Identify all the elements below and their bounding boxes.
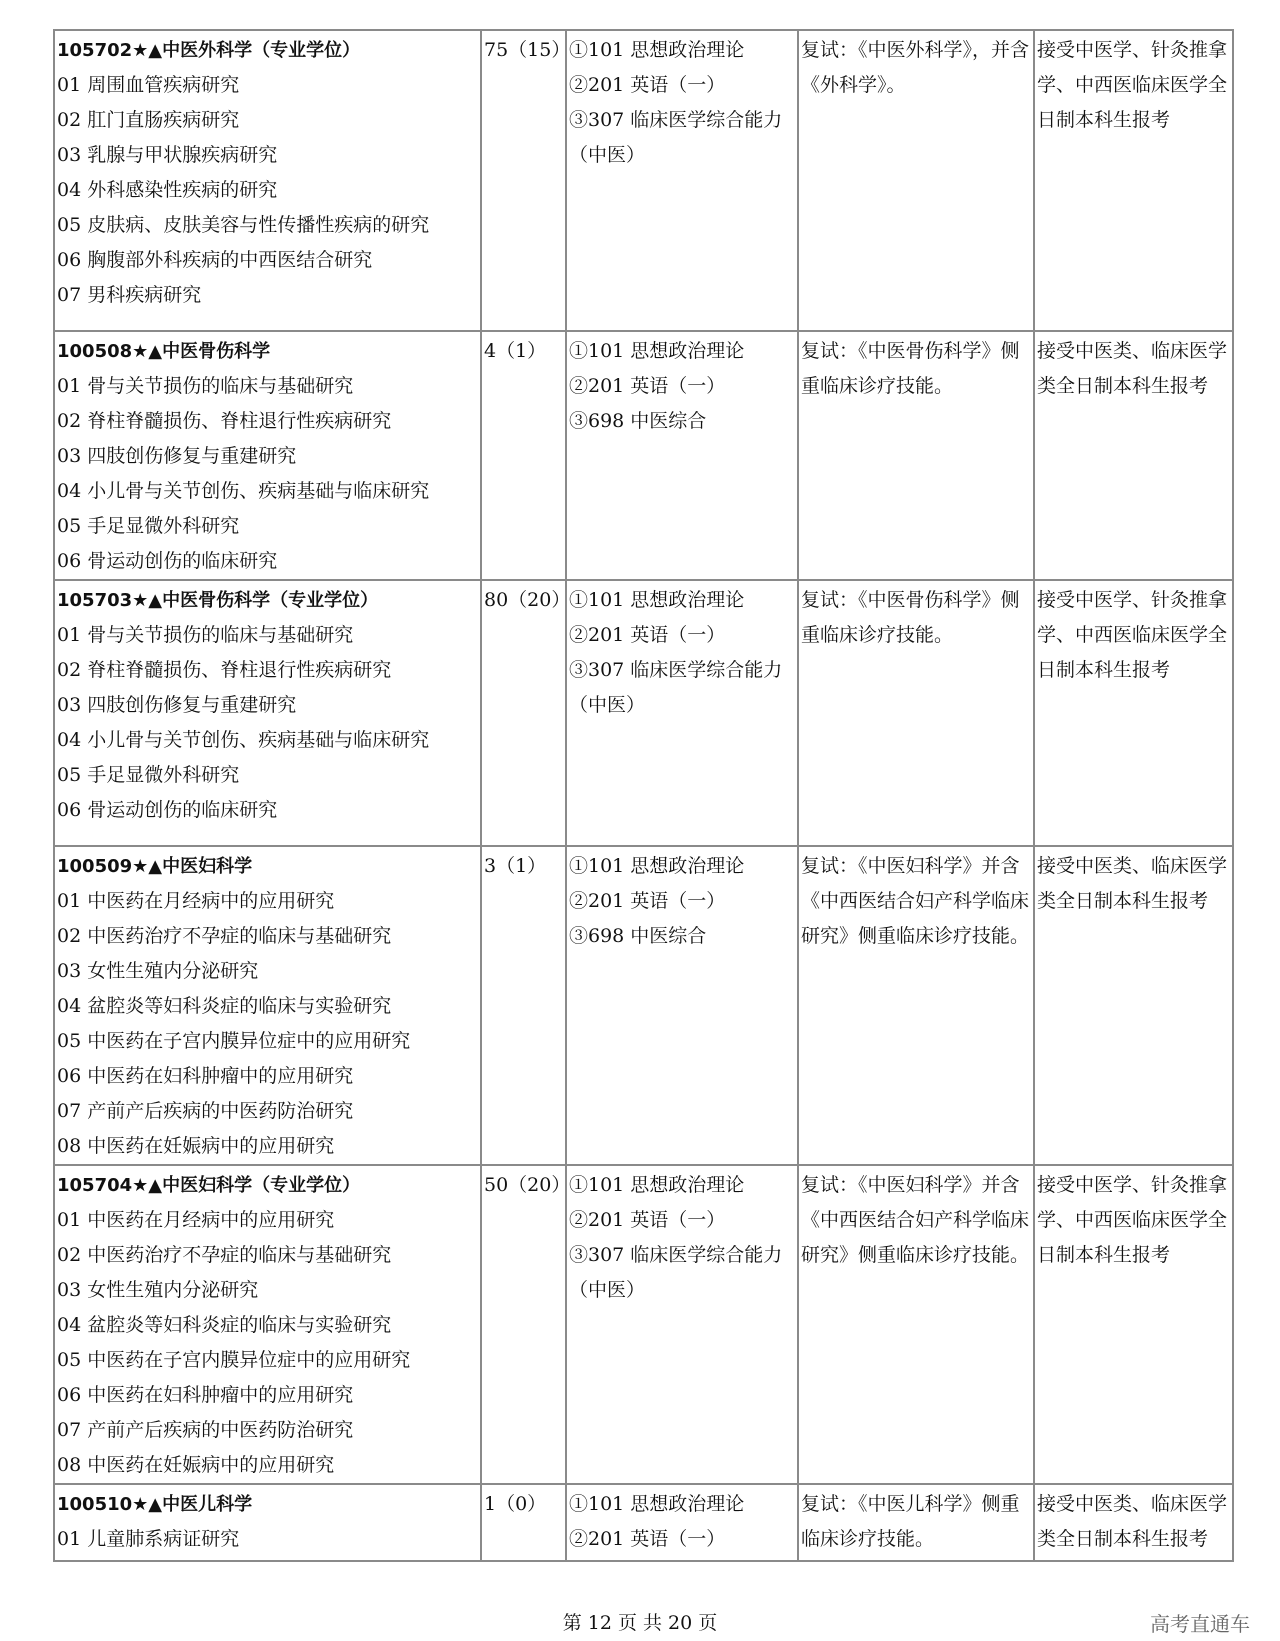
requirement-cell [1034, 30, 1233, 331]
major-title: 100509★▲中医妇科学 [57, 856, 253, 877]
enrollment-count: 75（15） [484, 39, 571, 61]
exam-subject: ①101 思想政治理论 [569, 1493, 745, 1515]
table-row [54, 1165, 1233, 1484]
retest-cell [798, 580, 1034, 846]
research-direction: 01 骨与关节损伤的临床与基础研究 [57, 375, 354, 397]
research-direction: 02 肛门直肠疾病研究 [57, 109, 240, 131]
exam-subject: ②201 英语（一） [569, 375, 726, 397]
exam-cell [566, 331, 798, 580]
requirement-cell [1034, 846, 1233, 1165]
table-row [54, 580, 1233, 846]
major-title: 105702★▲中医外科学（专业学位） [57, 40, 361, 61]
requirement-text: 接受中医类、临床医学类全日制本科生报考 [1037, 855, 1228, 912]
research-direction: 03 乳腺与甲状腺疾病研究 [57, 144, 278, 166]
requirement-text: 接受中医学、针灸推拿学、中西医临床医学全日制本科生报考 [1037, 39, 1228, 131]
requirement-cell [1034, 1165, 1233, 1484]
exam-subject: ①101 思想政治理论 [569, 39, 745, 61]
research-direction: 05 手足显微外科研究 [57, 515, 240, 537]
exam-subject: ③307 临床医学综合能力（中医） [569, 659, 783, 716]
enrollment-cell [481, 1484, 566, 1561]
requirement-cell [1034, 1484, 1233, 1561]
page-footer: 第 12 页 共 20 页 [562, 1612, 718, 1634]
research-direction: 05 手足显微外科研究 [57, 764, 240, 786]
major-title: 100508★▲中医骨伤科学 [57, 341, 271, 362]
enrollment-count: 80（20） [484, 589, 571, 611]
table-row [54, 846, 1233, 1165]
table-row [54, 30, 1233, 331]
research-direction: 04 盆腔炎等妇科炎症的临床与实验研究 [57, 995, 392, 1017]
major-title: 100510★▲中医儿科学 [57, 1494, 253, 1515]
enrollment-cell [481, 580, 571, 846]
research-direction: 03 四肢创伤修复与重建研究 [57, 694, 297, 716]
retest-cell [798, 30, 1034, 331]
research-direction: 07 产前产后疾病的中医药防治研究 [57, 1419, 354, 1441]
admissions-table [53, 29, 1234, 1562]
table-row [54, 331, 1233, 580]
exam-subject: ①101 思想政治理论 [569, 855, 745, 877]
enrollment-count: 3（1） [484, 855, 547, 877]
research-direction: 01 中医药在月经病中的应用研究 [57, 890, 335, 912]
research-direction: 02 中医药治疗不孕症的临床与基础研究 [57, 1244, 392, 1266]
exam-cell [566, 846, 798, 1165]
research-direction: 07 男科疾病研究 [57, 284, 202, 306]
requirement-cell [1034, 331, 1233, 580]
exam-cell [566, 1165, 798, 1484]
retest-cell [798, 331, 1034, 580]
retest-cell [798, 1165, 1034, 1484]
research-direction: 06 骨运动创伤的临床研究 [57, 799, 278, 821]
watermark-text: 高考直通车 [1150, 1612, 1250, 1636]
exam-subject: ①101 思想政治理论 [569, 1174, 745, 1196]
retest-text: 复试：《中医外科学》，并含《外科学》。 [801, 39, 1030, 96]
major-cell [54, 580, 481, 846]
enrollment-count: 1（0） [484, 1493, 547, 1515]
enrollment-cell [481, 1165, 571, 1484]
exam-subject: ③307 临床医学综合能力（中医） [569, 1244, 783, 1301]
major-title: 105704★▲中医妇科学（专业学位） [57, 1175, 361, 1196]
research-direction: 04 盆腔炎等妇科炎症的临床与实验研究 [57, 1314, 392, 1336]
exam-cell [566, 1484, 798, 1561]
research-direction: 02 中医药治疗不孕症的临床与基础研究 [57, 925, 392, 947]
table-row [54, 1484, 1233, 1561]
research-direction: 01 骨与关节损伤的临床与基础研究 [57, 624, 354, 646]
research-direction: 08 中医药在妊娠病中的应用研究 [57, 1135, 335, 1157]
exam-subject: ③307 临床医学综合能力（中医） [569, 109, 783, 166]
research-direction: 01 周围血管疾病研究 [57, 74, 240, 96]
research-direction: 03 四肢创伤修复与重建研究 [57, 445, 297, 467]
research-direction: 05 中医药在子宫内膜异位症中的应用研究 [57, 1030, 411, 1052]
major-cell [54, 1484, 481, 1561]
exam-subject: ②201 英语（一） [569, 74, 726, 96]
requirement-text: 接受中医学、针灸推拿学、中西医临床医学全日制本科生报考 [1037, 589, 1228, 681]
research-direction: 07 产前产后疾病的中医药防治研究 [57, 1100, 354, 1122]
enrollment-cell [481, 30, 571, 331]
retest-text: 复试：《中医妇科学》并含《中西医结合妇产科学临床研究》侧重临床诊疗技能。 [801, 1174, 1030, 1266]
retest-cell [798, 1484, 1034, 1561]
retest-text: 复试：《中医骨伤科学》侧重临床诊疗技能。 [801, 340, 1020, 397]
requirement-text: 接受中医学、针灸推拿学、中西医临床医学全日制本科生报考 [1037, 1174, 1228, 1266]
research-direction: 01 中医药在月经病中的应用研究 [57, 1209, 335, 1231]
major-cell [54, 30, 481, 331]
enrollment-cell [481, 846, 566, 1165]
exam-subject: ①101 思想政治理论 [569, 589, 745, 611]
requirement-text: 接受中医类、临床医学类全日制本科生报考 [1037, 340, 1228, 397]
exam-cell [566, 580, 798, 846]
research-direction: 04 小儿骨与关节创伤、疾病基础与临床研究 [57, 480, 430, 502]
exam-subject: ③698 中医综合 [569, 925, 707, 947]
research-direction: 03 女性生殖内分泌研究 [57, 960, 259, 982]
research-direction: 04 外科感染性疾病的研究 [57, 179, 278, 201]
exam-subject: ①101 思想政治理论 [569, 340, 745, 362]
exam-subject: ②201 英语（一） [569, 1528, 726, 1550]
exam-cell [566, 30, 798, 331]
enrollment-count: 50（20） [484, 1174, 571, 1196]
major-cell [54, 846, 481, 1165]
research-direction: 05 皮肤病、皮肤美容与性传播性疾病的研究 [57, 214, 430, 236]
enrollment-cell [481, 331, 566, 580]
enrollment-count: 4（1） [484, 340, 547, 362]
research-direction: 06 中医药在妇科肿瘤中的应用研究 [57, 1065, 354, 1087]
research-direction: 02 脊柱脊髓损伤、脊柱退行性疾病研究 [57, 659, 392, 681]
retest-cell [798, 846, 1034, 1165]
requirement-cell [1034, 580, 1233, 846]
retest-text: 复试：《中医儿科学》侧重临床诊疗技能。 [801, 1493, 1020, 1550]
research-direction: 01 儿童肺系病证研究 [57, 1528, 240, 1550]
research-direction: 04 小儿骨与关节创伤、疾病基础与临床研究 [57, 729, 430, 751]
research-direction: 08 中医药在妊娠病中的应用研究 [57, 1454, 335, 1476]
exam-subject: ②201 英语（一） [569, 1209, 726, 1231]
exam-subject: ②201 英语（一） [569, 624, 726, 646]
research-direction: 06 胸腹部外科疾病的中西医结合研究 [57, 249, 373, 271]
research-direction: 06 骨运动创伤的临床研究 [57, 550, 278, 572]
exam-subject: ②201 英语（一） [569, 890, 726, 912]
exam-subject: ③698 中医综合 [569, 410, 707, 432]
research-direction: 03 女性生殖内分泌研究 [57, 1279, 259, 1301]
major-cell [54, 1165, 481, 1484]
retest-text: 复试：《中医骨伤科学》侧重临床诊疗技能。 [801, 589, 1020, 646]
research-direction: 02 脊柱脊髓损伤、脊柱退行性疾病研究 [57, 410, 392, 432]
research-direction: 06 中医药在妇科肿瘤中的应用研究 [57, 1384, 354, 1406]
major-title: 105703★▲中医骨伤科学（专业学位） [57, 590, 379, 611]
requirement-text: 接受中医类、临床医学类全日制本科生报考 [1037, 1493, 1228, 1550]
research-direction: 05 中医药在子宫内膜异位症中的应用研究 [57, 1349, 411, 1371]
major-cell [54, 331, 481, 580]
retest-text: 复试：《中医妇科学》并含《中西医结合妇产科学临床研究》侧重临床诊疗技能。 [801, 855, 1030, 947]
